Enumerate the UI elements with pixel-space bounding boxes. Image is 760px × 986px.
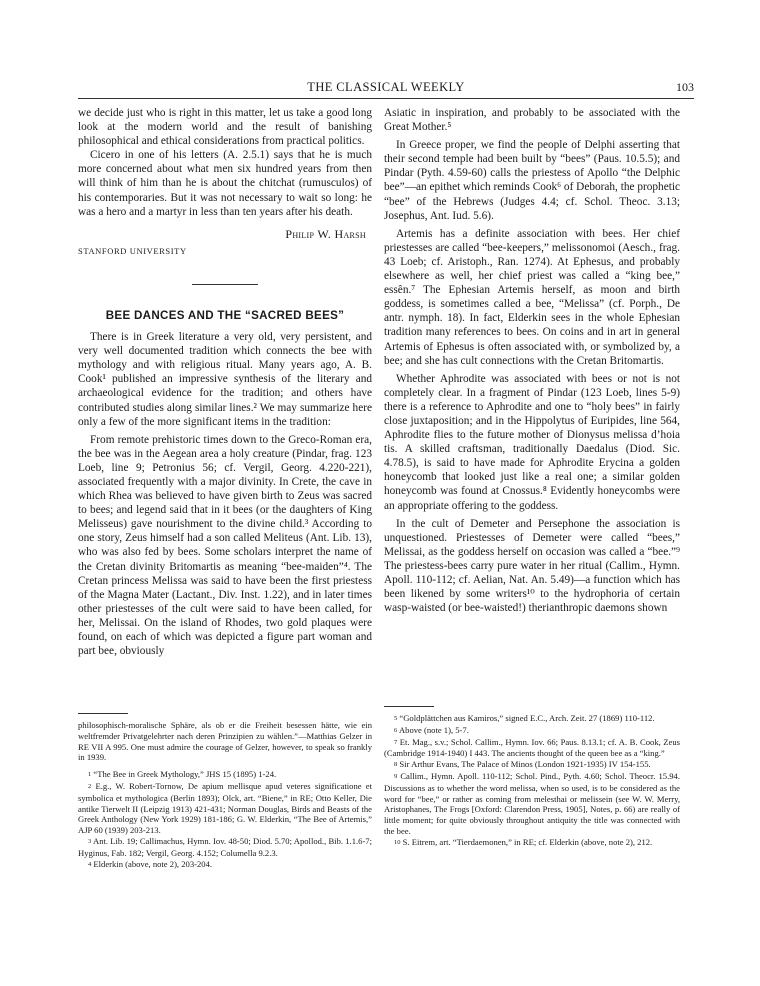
- footnotes-right: [384, 713, 680, 849]
- footnote-1: 1 “The Bee in Greek Mythology,” JHS 15 (1895) 1-24.: [88, 769, 277, 780]
- footnotes-left: [78, 720, 372, 870]
- footnote-continuation: philosophisch-moralische Sphäre, als ob er die Freiheit besessen hätte, wie ein weltfremder Privatgelehrter nach deren Prinzipien zu wählen.”—Matthias Gelzer in RE VII A 995. One must admire the courage of Gelzer, however, to speak so frankly in 1939.: [78, 720, 372, 763]
- paragraph: In the cult of Demeter and Persephone the association is unquestioned. Priestesses of Demeter were called “bees,” Melissai, as the goddess herself on occasion was called a “bee.”⁹ The priestess-bees carry pure water in her ritual (Callim., Hymn. Apoll. 110-112; cf. Aelian, Nat. An. 5.49)—a function which has been likened by some writers¹⁰ to the hydrophoria of certain wasp-waisted (or bee-waisted!) therianthropic daemons shown: [384, 517, 680, 615]
- paragraph: From remote prehistoric times down to the Greco-Roman era, the bee was in the Aegean area a holy creature (Pindar, frag. 123 Loeb, line 9; Petronius 56; cf. Vergil, Georg. 4.220-221), associated frequently with a major divinity. In Crete, the cave in which Rhea was believed to have given birth to Zeus was sacred to bees; and legend said that in it bees (or the daughters of King Melisseus) gave nourishment to the divine child.³ According to one story, Zeus himself had a son called Meliteus (Ant. Lib. 13), who was also fed by bees. Some scholars interpret the name of the Cretan divinity Britomartis as meaning “bee-maiden”⁴. The Cretan princess Melissa was said to have been the first priestess of the Magna Mater (Lactant., Div. Inst. 1.22), and in later times other priestesses of the cult were said to have been called, for her, Melissai. On the island of Rhodes, two gold plaques were found, on each of which was depicted a figure part woman and part bee, obviously: [78, 433, 372, 658]
- paragraph: Asiatic in inspiration, and probably to be associated with the Great Mother.⁵: [384, 107, 680, 134]
- footnote-4: 4 Elderkin (above, note 2), 203-204.: [88, 858, 213, 869]
- footnote-rule: [384, 706, 434, 707]
- footnote-rule: [78, 713, 128, 714]
- paragraph: Artemis has a definite association with bees. Her chief priestesses are called “bee-keepers,” melissonomoi (Aesch., frag. 43 Loeb; cf. Aristoph., Ran. 1274). At Ephesus, and probably elsewhere as well, her chief priest was called a “king bee,” essên.⁷ The Ephesian Artemis herself, as moon and birth goddess, is sometimes called a bee, “Melissa” (cf. Porph., De antr. nymph. 18). In fact, Elderkin sees in the whole Ephesian tradition many references to bees. On coins and in art in general Artemis of Ephesus is often associated with, or symbolized by, a bee; and she has cult connections with the Cretan Britomartis.: [384, 227, 680, 367]
- footnote-10: 10 S. Eitrem, art. “Tierdaemonen,” in RE; cf. Elderkin (above, note 2), 212.: [394, 836, 653, 847]
- author-signature: Philip W. Harsh: [285, 226, 366, 241]
- right-column: [384, 106, 680, 615]
- paragraph: Whether Aphrodite was associated with bees or not is not completely clear. In a fragment of Pindar (123 Loeb, lines 5-9) there is a reference to Aphrodite and one to “holy bees” in fairly close juxtaposition; and in the Hippolytus of Euripides, line 564, Aphrodite flies to the future mother of Dionysus melissa d’hoia tis. A skilled craftsman, traditionally Daedalus (Diod. Sic. 4.78.5), is said to have made for Aphrodite Erycina a golden honeycomb that looked just like a real one; a similar golden honeycomb was found at Cnossus.⁸ Evidently honeycombs were an appropriate offering to the goddess.: [384, 372, 680, 512]
- footnote-3: 3 Ant. Lib. 19; Callimachus, Hymn. Iov. 48-50; Diod. 5.70; Apollod., Bib. 1.1.6-7; Hyginus, Fab. 182; Vergil, Georg. 4.152; Columella 9.2.3.: [78, 835, 372, 858]
- author-affiliation: STANFORD UNIVERSITY: [78, 245, 187, 256]
- paragraph: There is in Greek literature a very old, very persistent, and very well documented tradition which connects the bee with mythology and with religious ritual. Many years ago, A. B. Cook¹ published an impressive synthesis of the literary and archaeological evidence for the tradition; and others have contributed studies along similar lines.² We may summarize here only a few of the more significant items in the tradition:: [78, 331, 372, 428]
- footnote-5: 5 “Goldplättchen aus Kamiros,” signed E.C., Arch. Zeit. 27 (1869) 110-112.: [394, 713, 655, 723]
- section-divider: [192, 284, 258, 285]
- journal-title: THE CLASSICAL WEEKLY: [307, 80, 465, 94]
- header-rule: [78, 98, 694, 99]
- left-column: [78, 106, 372, 658]
- paragraph: we decide just who is right in this matter, let us take a good long look at the modern world and the result of banishing philosophical and ethical considerations from practical politics.: [78, 107, 372, 148]
- article-title: BEE DANCES AND THE “SACRED BEES”: [105, 308, 345, 322]
- paragraph: In Greece proper, we find the people of Delphi asserting that their second temple had been built by “bees” (Paus. 10.5.5); and Pindar (Pyth. 4.59-60) calls the priestess of Apollo “the Delphic bee”—an epithet which reminds Cook⁶ of Deborah, the prophetic “bee” of the Hebrews (Judges 4.4; cf. Schol. Theoc. 3.13; Josephus, Ant. Iud. 5.6).: [384, 139, 680, 222]
- footnote-6: 6 Above (note 1), 5-7.: [394, 724, 469, 735]
- page-number: 103: [676, 80, 694, 94]
- footnote-9: 9 Callim., Hymn. Apoll. 110-112; Schol. Pind., Pyth. 4.60; Schol. Theocr. 15.94. Discussions as to whether the word melissa, when so used, is to be considered as the word for “bee,” or rather as coming from melesthai or melissein (see W. W. Merry, Aristophanes, The Frogs [Oxford: Clarendon Press, 1905], Notes, p. 66) are really of little moment; for quite obviously throughout antiquity the title was connected with the bee.: [384, 770, 680, 836]
- paragraph: Cicero in one of his letters (A. 2.5.1) says that he is much more concerned about what men six hundred years from then will think of him than he is about the chitchat (rumusculos) of his contemporaries. But it was not necessary to wait so long: he was a hero and a martyr in less than ten years after his death.: [78, 149, 372, 218]
- footnote-7: 7 Et. Mag., s.v.; Schol. Callim., Hymn. Iov. 66; Paus. 8.13.1; cf. A. B. Cook, Zeus (Cambridge 1914-1940) I 443. The ancients thought of the queen bee as a “king.”: [384, 736, 680, 759]
- footnote-8: 8 Sir Arthur Evans, The Palace of Minos (London 1921-1935) IV 154-155.: [394, 759, 651, 770]
- running-header: [78, 76, 694, 98]
- footnote-2: 2 E.g., W. Robert-Tornow, De apium mellisque apud veteres significatione et symbolica et mythologica (Berlin 1893); Olck, art. “Biene,” in RE; Otto Keller, Die antike Tierwelt II (Leipzig 1913) 421-431; Norman Douglas, Birds and Beasts of the Greek Anthology (New York 1929) 181-186; G. W. Elderkin, “The Bee of Artemis,” AJP 60 (1939) 203-213.: [78, 780, 372, 836]
